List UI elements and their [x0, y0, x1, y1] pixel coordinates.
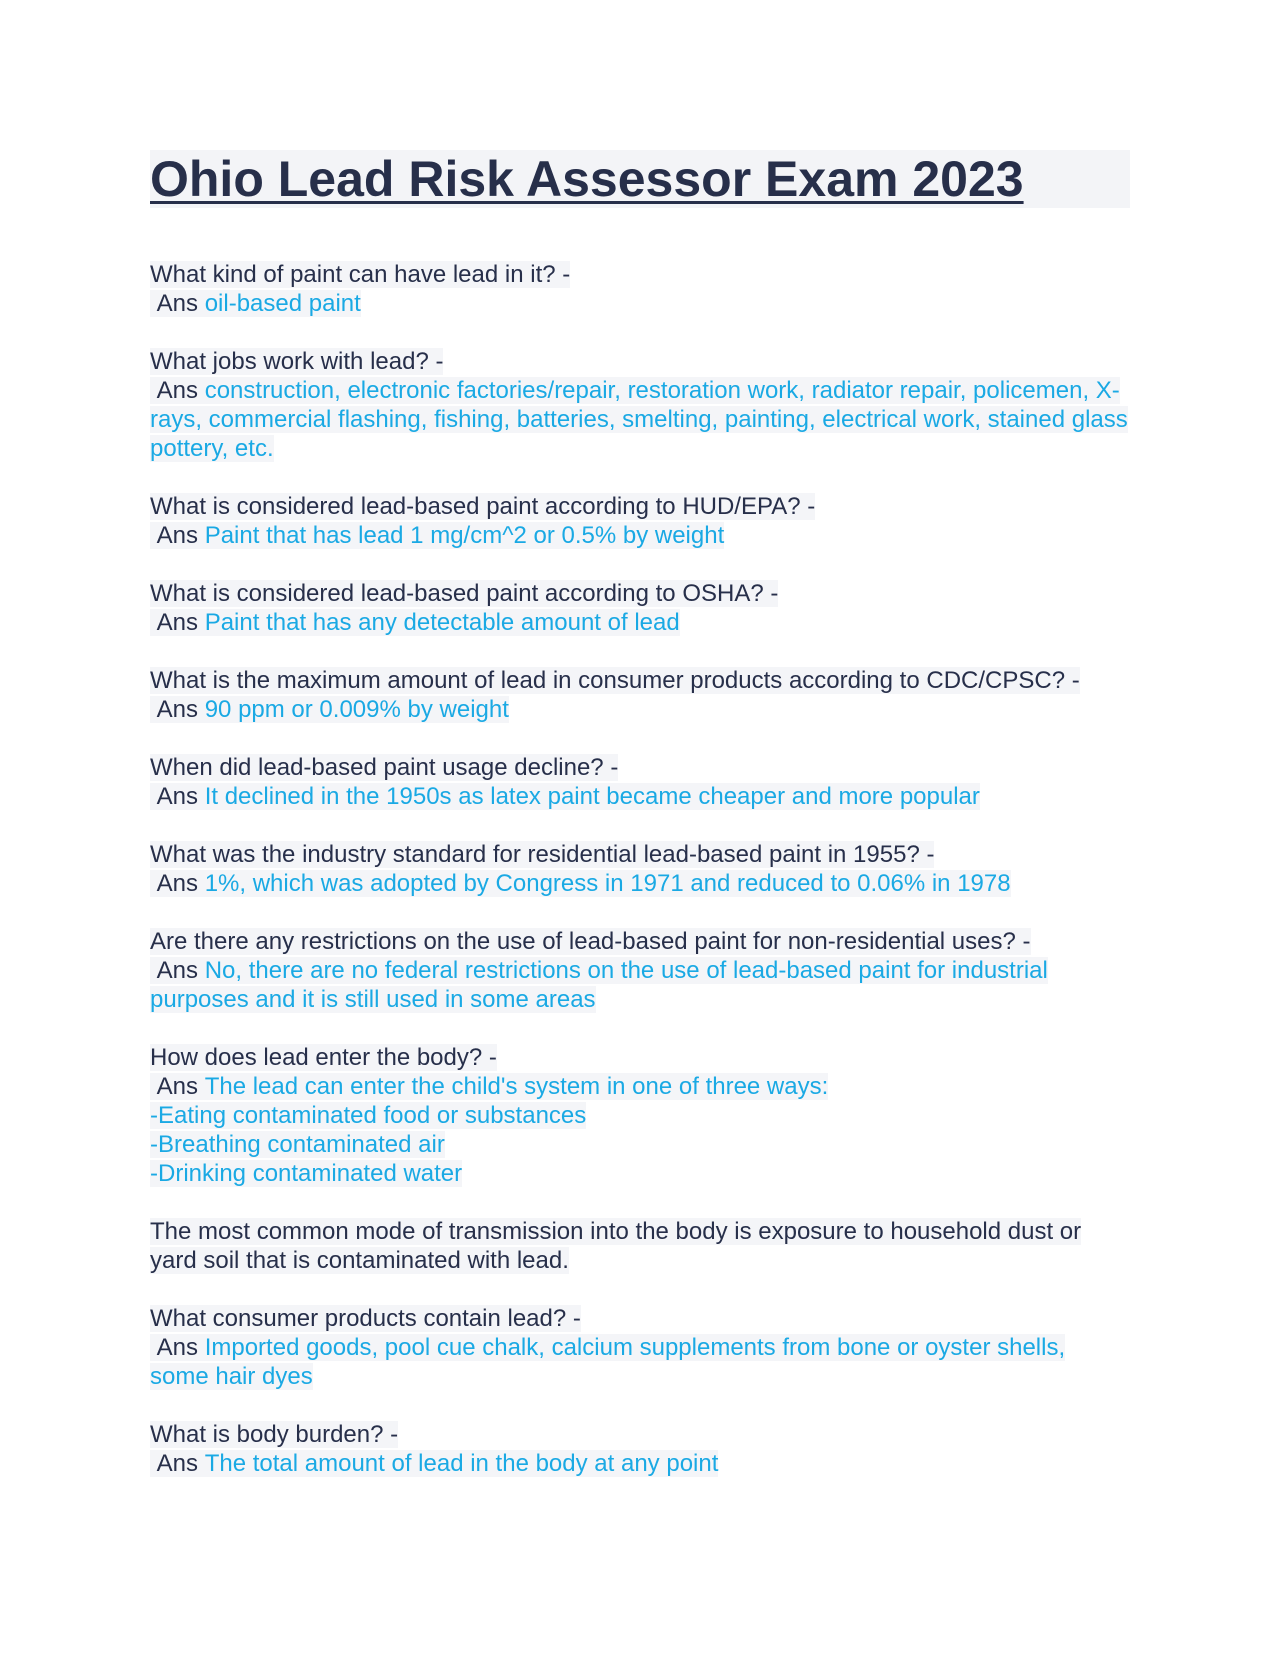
question-text: When did lead-based paint usage decline? - [150, 754, 619, 781]
qa-item [150, 347, 1130, 463]
qa-item [150, 1304, 1130, 1391]
question-text: Are there any restrictions on the use of lead-based paint for non-residential uses? - [150, 928, 1031, 955]
ans-label: Ans [150, 522, 205, 549]
qa-item [150, 927, 1130, 1014]
ans-label: Ans [150, 1334, 205, 1361]
document-page [150, 150, 1130, 1507]
ans-label: Ans [150, 783, 205, 810]
question-text: What consumer products contain lead? - [150, 1305, 581, 1332]
qa-item [150, 1043, 1130, 1188]
answer-text: Imported goods, pool cue chalk, calcium supplements from bone or oyster shells, some hair dyes [150, 1334, 1066, 1390]
ans-label: Ans [150, 696, 205, 723]
ans-label: Ans [150, 870, 205, 897]
answer-text: The total amount of lead in the body at any point [204, 1450, 719, 1477]
answer-text: Paint that has lead 1 mg/cm^2 or 0.5% by weight [204, 522, 725, 549]
qa-item [150, 666, 1130, 724]
answer-text: Paint that has any detectable amount of lead [204, 609, 680, 636]
answer-text: 1%, which was adopted by Congress in 1971 and reduced to 0.06% in 1978 [204, 870, 1011, 897]
qa-item [150, 753, 1130, 811]
answer-text: It declined in the 1950s as latex paint became cheaper and more popular [204, 783, 980, 810]
question-text: How does lead enter the body? - [150, 1044, 497, 1071]
ans-label: Ans [150, 957, 205, 984]
question-text: What kind of paint can have lead in it? - [150, 261, 571, 288]
question-text: What jobs work with lead? - [150, 348, 444, 375]
note-text: The most common mode of transmission into the body is exposure to household dust or yard soil that is contaminated with lead. [150, 1218, 1082, 1274]
question-text: What is the maximum amount of lead in consumer products according to CDC/CPSC? - [150, 667, 1080, 694]
answer-text: The lead can enter the child's system in one of three ways: -Eating contaminated food or substances -Breathing contaminated air -Drinking contaminated water [150, 1073, 829, 1187]
ans-label: Ans [150, 1073, 205, 1100]
qa-item [150, 260, 1130, 318]
answer-text: No, there are no federal restrictions on the use of lead-based paint for industrial purposes and it is still used in some areas [150, 957, 1048, 1013]
title-bar [150, 150, 1130, 208]
answer-text: construction, electronic factories/repair, restoration work, radiator repair, policemen, X-rays, commercial flashing, fishing, batteries, smelting, painting, electrical work, stained glass pottery, etc. [150, 377, 1128, 462]
ans-label: Ans [150, 290, 205, 317]
question-text: What is body burden? - [150, 1421, 399, 1448]
answer-text: 90 ppm or 0.009% by weight [204, 696, 509, 723]
qa-item [150, 492, 1130, 550]
ans-label: Ans [150, 609, 205, 636]
qa-item [150, 1420, 1130, 1478]
qa-item [150, 840, 1130, 898]
qa-item [150, 579, 1130, 637]
question-text: What was the industry standard for residential lead-based paint in 1955? - [150, 841, 935, 868]
answer-text: oil-based paint [204, 290, 361, 317]
question-text: What is considered lead-based paint according to HUD/EPA? - [150, 493, 816, 520]
question-text: What is considered lead-based paint according to OSHA? - [150, 580, 779, 607]
qa-list [150, 260, 1130, 1478]
note-paragraph [150, 1217, 1130, 1275]
page-title: Ohio Lead Risk Assessor Exam 2023 [150, 151, 1024, 207]
ans-label: Ans [150, 377, 205, 404]
ans-label: Ans [150, 1450, 205, 1477]
